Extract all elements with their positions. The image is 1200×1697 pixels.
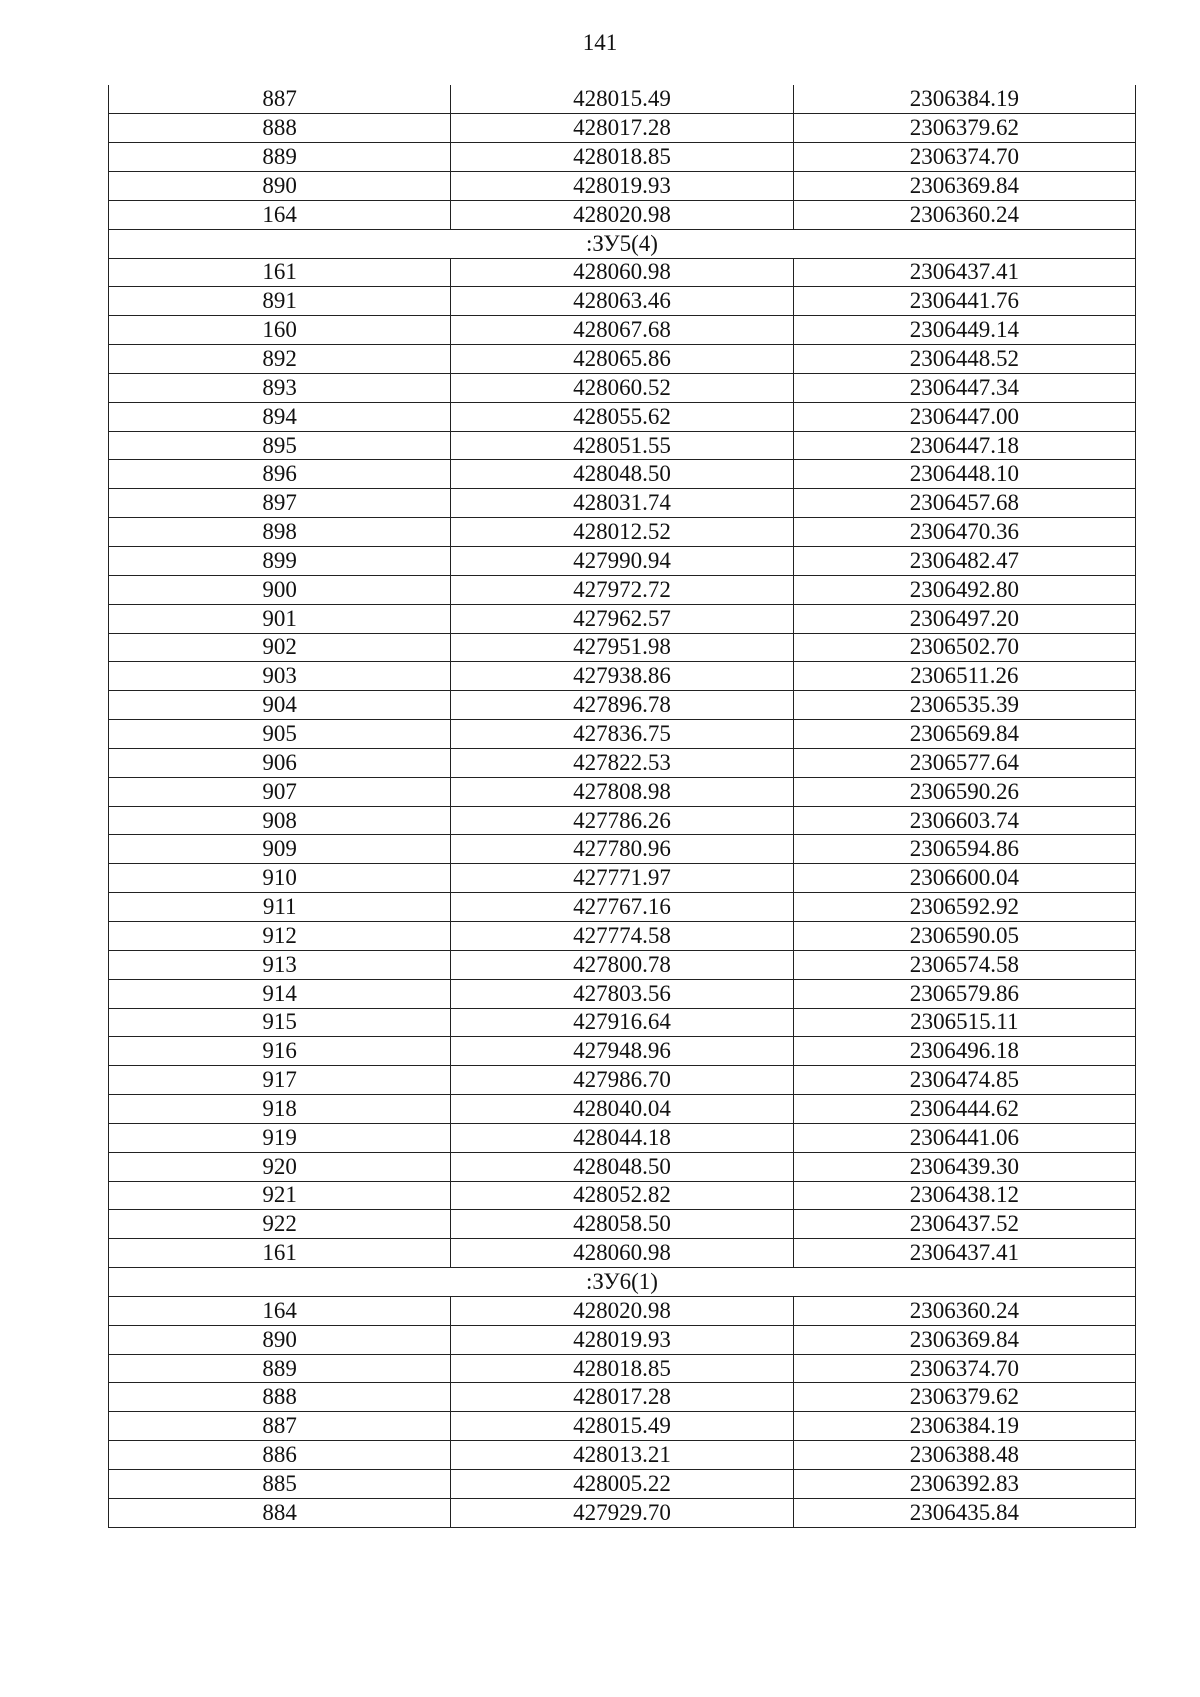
point-number-cell: 905: [109, 720, 451, 749]
y-coordinate-cell: 2306444.62: [793, 1095, 1135, 1124]
x-coordinate-cell: 428048.50: [451, 460, 793, 489]
y-coordinate-cell: 2306435.84: [793, 1498, 1135, 1527]
table-row: [109, 287, 1136, 316]
table-row: [109, 258, 1136, 287]
y-coordinate-cell: 2306441.06: [793, 1123, 1135, 1152]
y-coordinate-cell: 2306592.92: [793, 893, 1135, 922]
point-number-cell: 908: [109, 806, 451, 835]
x-coordinate-cell: 428060.98: [451, 258, 793, 287]
x-coordinate-cell: 428019.93: [451, 1325, 793, 1354]
point-number-cell: 912: [109, 921, 451, 950]
table-row: [109, 604, 1136, 633]
point-number-cell: 918: [109, 1095, 451, 1124]
y-coordinate-cell: 2306492.80: [793, 575, 1135, 604]
section-label: :ЗУ5(4): [109, 229, 1136, 258]
x-coordinate-cell: 428013.21: [451, 1441, 793, 1470]
x-coordinate-cell: 428052.82: [451, 1181, 793, 1210]
point-number-cell: 890: [109, 1325, 451, 1354]
point-number-cell: 903: [109, 662, 451, 691]
table-row: [109, 575, 1136, 604]
x-coordinate-cell: 428040.04: [451, 1095, 793, 1124]
table-row: [109, 1296, 1136, 1325]
section-header-row: [109, 1268, 1136, 1297]
x-coordinate-cell: 427803.56: [451, 979, 793, 1008]
point-number-cell: 885: [109, 1470, 451, 1499]
x-coordinate-cell: 427929.70: [451, 1498, 793, 1527]
y-coordinate-cell: 2306496.18: [793, 1037, 1135, 1066]
table-row: [109, 547, 1136, 576]
point-number-cell: 919: [109, 1123, 451, 1152]
y-coordinate-cell: 2306384.19: [793, 85, 1135, 114]
y-coordinate-cell: 2306590.26: [793, 777, 1135, 806]
x-coordinate-cell: 427800.78: [451, 950, 793, 979]
y-coordinate-cell: 2306497.20: [793, 604, 1135, 633]
table-row: [109, 200, 1136, 229]
x-coordinate-cell: 427774.58: [451, 921, 793, 950]
table-row: [109, 1239, 1136, 1268]
x-coordinate-cell: 427786.26: [451, 806, 793, 835]
point-number-cell: 909: [109, 835, 451, 864]
x-coordinate-cell: 427780.96: [451, 835, 793, 864]
y-coordinate-cell: 2306379.62: [793, 114, 1135, 143]
table-row: [109, 777, 1136, 806]
x-coordinate-cell: 428015.49: [451, 85, 793, 114]
table-row: [109, 345, 1136, 374]
table-row: [109, 1008, 1136, 1037]
table-row: [109, 1470, 1136, 1499]
y-coordinate-cell: 2306438.12: [793, 1181, 1135, 1210]
table-row: [109, 1354, 1136, 1383]
y-coordinate-cell: 2306369.84: [793, 172, 1135, 201]
y-coordinate-cell: 2306388.48: [793, 1441, 1135, 1470]
point-number-cell: 161: [109, 1239, 451, 1268]
y-coordinate-cell: 2306447.34: [793, 373, 1135, 402]
table-row: [109, 373, 1136, 402]
table-row: [109, 835, 1136, 864]
table-row: [109, 1037, 1136, 1066]
y-coordinate-cell: 2306600.04: [793, 864, 1135, 893]
table-row: [109, 1441, 1136, 1470]
point-number-cell: 913: [109, 950, 451, 979]
point-number-cell: 884: [109, 1498, 451, 1527]
point-number-cell: 895: [109, 431, 451, 460]
point-number-cell: 898: [109, 518, 451, 547]
point-number-cell: 916: [109, 1037, 451, 1066]
point-number-cell: 911: [109, 893, 451, 922]
point-number-cell: 902: [109, 633, 451, 662]
x-coordinate-cell: 428060.52: [451, 373, 793, 402]
table-row: [109, 1123, 1136, 1152]
x-coordinate-cell: 428015.49: [451, 1412, 793, 1441]
x-coordinate-cell: 428018.85: [451, 1354, 793, 1383]
y-coordinate-cell: 2306449.14: [793, 316, 1135, 345]
table-row: [109, 518, 1136, 547]
y-coordinate-cell: 2306515.11: [793, 1008, 1135, 1037]
section-label: :ЗУ6(1): [109, 1268, 1136, 1297]
point-number-cell: 890: [109, 172, 451, 201]
point-number-cell: 887: [109, 85, 451, 114]
table-row: [109, 864, 1136, 893]
table-row: [109, 431, 1136, 460]
y-coordinate-cell: 2306379.62: [793, 1383, 1135, 1412]
table-row: [109, 489, 1136, 518]
table-row: [109, 1210, 1136, 1239]
table-row: [109, 460, 1136, 489]
point-number-cell: 888: [109, 114, 451, 143]
x-coordinate-cell: 428063.46: [451, 287, 793, 316]
point-number-cell: 892: [109, 345, 451, 374]
x-coordinate-cell: 428017.28: [451, 1383, 793, 1412]
y-coordinate-cell: 2306437.41: [793, 258, 1135, 287]
table-row: [109, 1095, 1136, 1124]
y-coordinate-cell: 2306594.86: [793, 835, 1135, 864]
y-coordinate-cell: 2306470.36: [793, 518, 1135, 547]
point-number-cell: 889: [109, 143, 451, 172]
point-number-cell: 887: [109, 1412, 451, 1441]
y-coordinate-cell: 2306447.00: [793, 402, 1135, 431]
x-coordinate-cell: 428020.98: [451, 1296, 793, 1325]
y-coordinate-cell: 2306360.24: [793, 1296, 1135, 1325]
table-row: [109, 662, 1136, 691]
y-coordinate-cell: 2306603.74: [793, 806, 1135, 835]
coordinates-table: [108, 85, 1136, 1528]
table-row: [109, 806, 1136, 835]
x-coordinate-cell: 427808.98: [451, 777, 793, 806]
table-row: [109, 893, 1136, 922]
point-number-cell: 915: [109, 1008, 451, 1037]
point-number-cell: 899: [109, 547, 451, 576]
table-row: [109, 143, 1136, 172]
y-coordinate-cell: 2306535.39: [793, 691, 1135, 720]
x-coordinate-cell: 428051.55: [451, 431, 793, 460]
y-coordinate-cell: 2306448.10: [793, 460, 1135, 489]
table-row: [109, 748, 1136, 777]
y-coordinate-cell: 2306448.52: [793, 345, 1135, 374]
y-coordinate-cell: 2306369.84: [793, 1325, 1135, 1354]
table-row: [109, 1152, 1136, 1181]
point-number-cell: 891: [109, 287, 451, 316]
x-coordinate-cell: 427896.78: [451, 691, 793, 720]
x-coordinate-cell: 428058.50: [451, 1210, 793, 1239]
x-coordinate-cell: 427836.75: [451, 720, 793, 749]
point-number-cell: 917: [109, 1066, 451, 1095]
point-number-cell: 922: [109, 1210, 451, 1239]
point-number-cell: 889: [109, 1354, 451, 1383]
page-number: 141: [582, 30, 618, 55]
point-number-cell: 910: [109, 864, 451, 893]
x-coordinate-cell: 428055.62: [451, 402, 793, 431]
point-number-cell: 164: [109, 1296, 451, 1325]
table-row: [109, 85, 1136, 114]
y-coordinate-cell: 2306511.26: [793, 662, 1135, 691]
y-coordinate-cell: 2306392.83: [793, 1470, 1135, 1499]
x-coordinate-cell: 427990.94: [451, 547, 793, 576]
y-coordinate-cell: 2306360.24: [793, 200, 1135, 229]
y-coordinate-cell: 2306384.19: [793, 1412, 1135, 1441]
x-coordinate-cell: 427972.72: [451, 575, 793, 604]
table-row: [109, 691, 1136, 720]
x-coordinate-cell: 428005.22: [451, 1470, 793, 1499]
y-coordinate-cell: 2306569.84: [793, 720, 1135, 749]
x-coordinate-cell: 428019.93: [451, 172, 793, 201]
point-number-cell: 894: [109, 402, 451, 431]
point-number-cell: 160: [109, 316, 451, 345]
point-number-cell: 904: [109, 691, 451, 720]
x-coordinate-cell: 427948.96: [451, 1037, 793, 1066]
x-coordinate-cell: 428020.98: [451, 200, 793, 229]
y-coordinate-cell: 2306474.85: [793, 1066, 1135, 1095]
point-number-cell: 907: [109, 777, 451, 806]
table-row: [109, 1325, 1136, 1354]
point-number-cell: 921: [109, 1181, 451, 1210]
x-coordinate-cell: 428018.85: [451, 143, 793, 172]
point-number-cell: 888: [109, 1383, 451, 1412]
table-row: [109, 1383, 1136, 1412]
point-number-cell: 886: [109, 1441, 451, 1470]
x-coordinate-cell: 428031.74: [451, 489, 793, 518]
table-row: [109, 921, 1136, 950]
x-coordinate-cell: 427951.98: [451, 633, 793, 662]
x-coordinate-cell: 428048.50: [451, 1152, 793, 1181]
y-coordinate-cell: 2306447.18: [793, 431, 1135, 460]
point-number-cell: 914: [109, 979, 451, 1008]
point-number-cell: 893: [109, 373, 451, 402]
y-coordinate-cell: 2306439.30: [793, 1152, 1135, 1181]
section-header-row: [109, 229, 1136, 258]
table-row: [109, 316, 1136, 345]
x-coordinate-cell: 428012.52: [451, 518, 793, 547]
x-coordinate-cell: 428060.98: [451, 1239, 793, 1268]
x-coordinate-cell: 427822.53: [451, 748, 793, 777]
table-row: [109, 1066, 1136, 1095]
table-row: [109, 114, 1136, 143]
y-coordinate-cell: 2306457.68: [793, 489, 1135, 518]
y-coordinate-cell: 2306374.70: [793, 143, 1135, 172]
y-coordinate-cell: 2306590.05: [793, 921, 1135, 950]
point-number-cell: 900: [109, 575, 451, 604]
y-coordinate-cell: 2306574.58: [793, 950, 1135, 979]
x-coordinate-cell: 427938.86: [451, 662, 793, 691]
y-coordinate-cell: 2306577.64: [793, 748, 1135, 777]
point-number-cell: 906: [109, 748, 451, 777]
y-coordinate-cell: 2306374.70: [793, 1354, 1135, 1383]
point-number-cell: 896: [109, 460, 451, 489]
x-coordinate-cell: 427771.97: [451, 864, 793, 893]
point-number-cell: 164: [109, 200, 451, 229]
x-coordinate-cell: 428065.86: [451, 345, 793, 374]
x-coordinate-cell: 428067.68: [451, 316, 793, 345]
point-number-cell: 920: [109, 1152, 451, 1181]
y-coordinate-cell: 2306502.70: [793, 633, 1135, 662]
y-coordinate-cell: 2306579.86: [793, 979, 1135, 1008]
table-row: [109, 950, 1136, 979]
x-coordinate-cell: 427916.64: [451, 1008, 793, 1037]
table-row: [109, 402, 1136, 431]
y-coordinate-cell: 2306441.76: [793, 287, 1135, 316]
y-coordinate-cell: 2306437.41: [793, 1239, 1135, 1268]
x-coordinate-cell: 427767.16: [451, 893, 793, 922]
x-coordinate-cell: 428044.18: [451, 1123, 793, 1152]
table-row: [109, 1498, 1136, 1527]
point-number-cell: 901: [109, 604, 451, 633]
table-row: [109, 1412, 1136, 1441]
y-coordinate-cell: 2306437.52: [793, 1210, 1135, 1239]
point-number-cell: 161: [109, 258, 451, 287]
x-coordinate-cell: 427986.70: [451, 1066, 793, 1095]
table-row: [109, 720, 1136, 749]
point-number-cell: 897: [109, 489, 451, 518]
table-row: [109, 1181, 1136, 1210]
x-coordinate-cell: 427962.57: [451, 604, 793, 633]
table-row: [109, 633, 1136, 662]
table-row: [109, 172, 1136, 201]
table-row: [109, 979, 1136, 1008]
y-coordinate-cell: 2306482.47: [793, 547, 1135, 576]
x-coordinate-cell: 428017.28: [451, 114, 793, 143]
coordinates-table-body: [109, 85, 1136, 1527]
